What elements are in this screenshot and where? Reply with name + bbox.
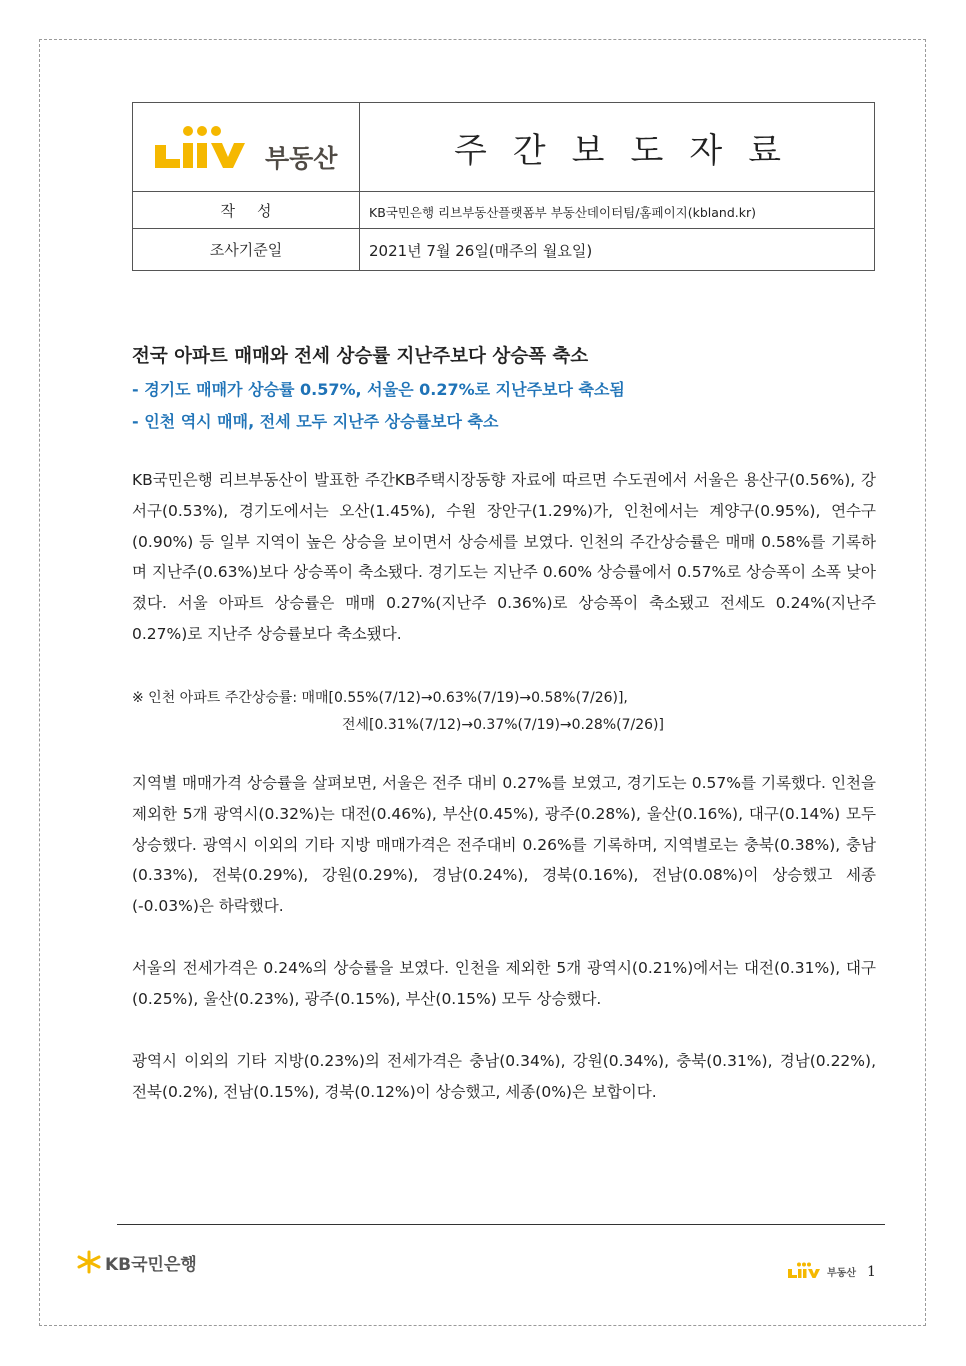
subheadline-2: - 인천 역시 매매, 전세 모두 지난주 상승률보다 축소: [132, 412, 499, 431]
paragraph-2: 지역별 매매가격 상승률을 살펴보면, 서울은 전주 대비 0.27%를 보였고, 경기도는 0.57%를 기록했다. 인천을 제외한 5개 광역시(0.32%)는 대전(0.46%), 부산(0.45%), 광주(0.28%), 울산(0.16%), 대구(0.14%) 모두 상승했다. 광역시 이외의 기타 지방 매매가격은 전주대비 0.26%를 기록하며, 지역별로는 충북(0.38%), 충남(0.33%), 전북(0.29%), 강원(0.29%), 경남(0.24%), 경북(0.16%), 전남(0.08%)이 상승했고 세종(-0.03%)은 하락했다.: [132, 774, 876, 916]
kb-bank-name: KB국민은행: [105, 1255, 197, 1275]
date-label: 조사기준일: [209, 241, 283, 259]
logo-label: 부동산: [265, 144, 338, 173]
paragraph-4: 광역시 이외의 기타 지방(0.23%)의 전세가격은 충남(0.34%), 강원(0.34%), 충북(0.31%), 경남(0.22%), 전북(0.2%), 전남(0.15%), 경북(0.12%)이 상승했고, 세종(0%)은 보합이다.: [132, 1052, 876, 1101]
paragraph-3: 서울의 전세가격은 0.24%의 상승률을 보였다. 인천을 제외한 5개 광역시(0.21%)에서는 대전(0.31%), 대구(0.25%), 울산(0.23%), 광주(0.15%), 부산(0.15%) 모두 상승했다.: [132, 959, 876, 1008]
header-table: [132, 102, 875, 271]
page-title: 주간보도자료: [453, 131, 808, 171]
note-line-1: ※ 인천 아파트 주간상승률: 매매[0.55%(7/12)→0.63%(7/19)→0.58%(7/26)],: [132, 690, 628, 706]
headline: 전국 아파트 매매와 전세 상승률 지난주보다 상승폭 축소: [132, 346, 589, 367]
kb-bank-logo: [75, 1249, 215, 1275]
paragraph-1: KB국민은행 리브부동산이 발표한 주간KB주택시장동향 자료에 따르면 수도권에서 서울은 용산구(0.56%), 강서구(0.53%), 경기도에서는 오산(1.45%), 수원 장안구(1.29%)가, 인천에서는 계양구(0.95%), 연수구(0.90%) 등 일부 지역이 높은 상승을 보이면서 상승세를 보였다. 인천의 주간상승률은 매매 0.58%를 기록하며 지난주(0.63%)보다 상승폭이 축소됐다. 경기도는 지난주 0.60% 상승률에서 0.57%로 상승폭이 소폭 낮아졌다. 서울 아파트 상승률은 매매 0.27%(지난주 0.36%)로 상승폭이 축소됐고 전세도 0.24%(지난주 0.27%)로 지난주 상승률보다 축소됐다.: [132, 471, 876, 643]
note-line-2: 전세[0.31%(7/12)→0.37%(7/19)→0.28%(7/26)]: [342, 717, 664, 733]
footer-liiv-label: 부동산: [827, 1268, 856, 1279]
subheadline-1: - 경기도 매매가 상승률 0.57%, 서울은 0.27%로 지난주보다 축소됨: [132, 380, 625, 399]
footer-divider: [117, 1224, 885, 1225]
author-value: KB국민은행 리브부동산플랫폼부 부동산데이터팀/홈페이지(kbland.kr): [369, 205, 756, 220]
liiv-logo: [153, 125, 343, 173]
date-value: 2021년 7월 26일(매주의 월요일): [369, 242, 593, 260]
kb-star-icon: [75, 1249, 103, 1275]
page-number: 1: [867, 1264, 876, 1280]
author-label: 작성: [220, 202, 294, 220]
footer-liiv-logo: [787, 1262, 867, 1280]
